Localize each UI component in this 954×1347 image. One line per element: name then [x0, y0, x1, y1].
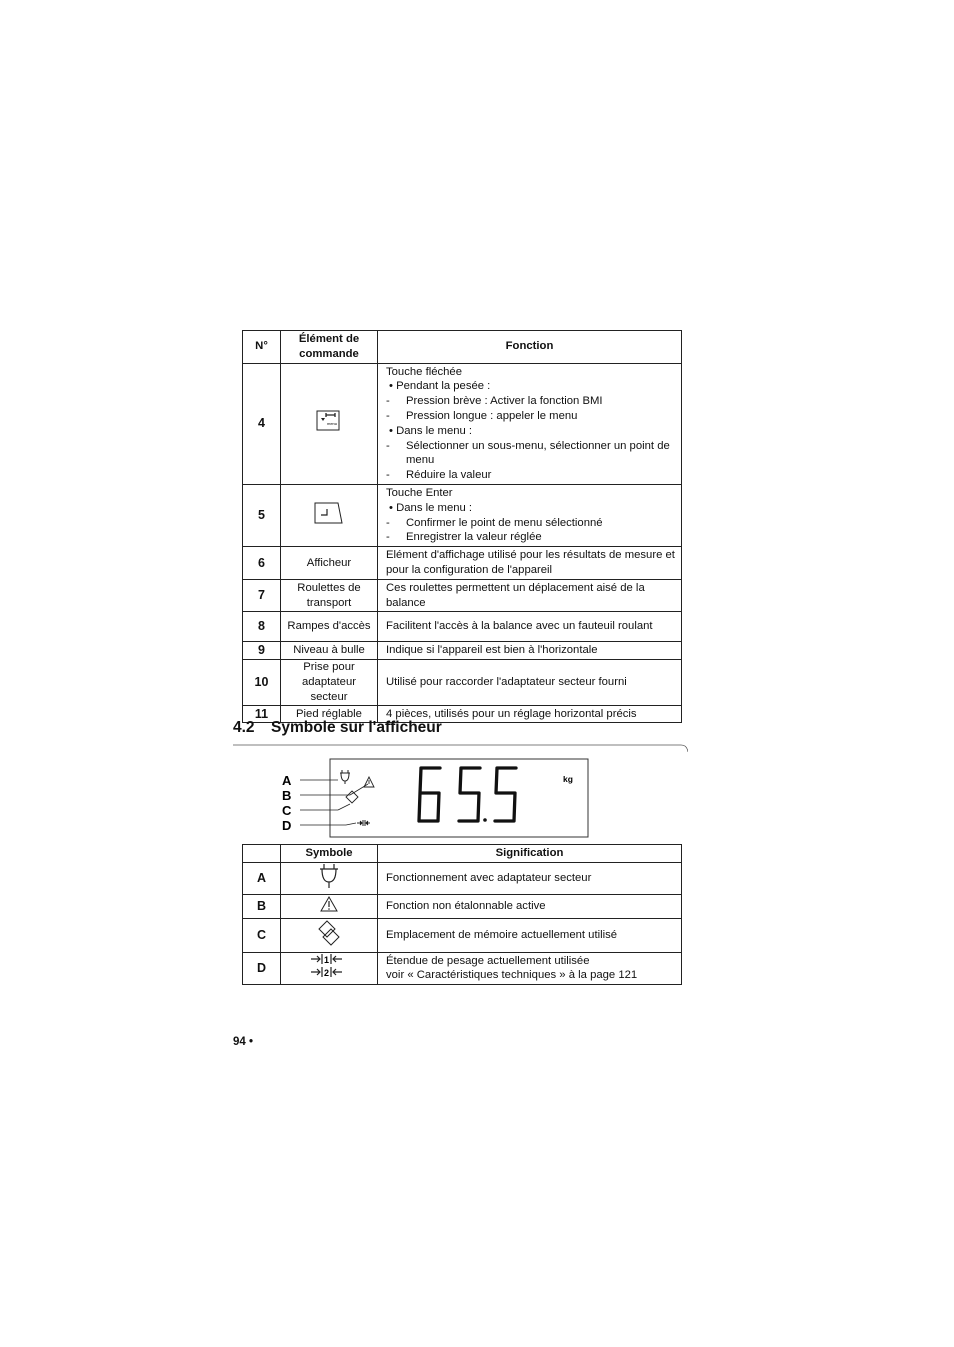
symbol-cell [281, 918, 378, 952]
range-icon [357, 820, 370, 826]
range-1-label: 1 [324, 954, 330, 965]
weighing-range-icon [309, 953, 349, 979]
element-cell: Pied réglable [281, 705, 378, 723]
row-letter: D [243, 952, 281, 985]
dash-text: Confirmer le point de menu sélectionné [406, 516, 603, 529]
meaning-cell: Fonction non étalonnable active [378, 894, 682, 918]
enter-key-icon [313, 501, 345, 525]
section-title: Symbole sur l'afficheur [271, 719, 442, 736]
function-title: Touche Enter [386, 486, 453, 499]
plug-icon [318, 863, 340, 889]
weight-reading [419, 768, 516, 822]
row-number: 9 [243, 642, 281, 660]
row-number: 6 [243, 547, 281, 580]
table-row [243, 363, 682, 484]
table-row [243, 952, 682, 985]
symbols-table [242, 844, 682, 985]
function-cell: Touche Enter • Dans le menu : - Confirmer le point de menu sélectionné - Enregistrer la valeur réglée [378, 484, 682, 546]
col-header-symbol: Symbole [281, 845, 378, 863]
function-cell: Indique si l'appareil est bien à l'horizontale [378, 642, 682, 660]
row-letter: C [243, 918, 281, 952]
element-cell: Afficheur [281, 547, 378, 580]
label-c: C [282, 803, 292, 818]
function-cell: Ces roulettes permettent un déplacement aisé de la balance [378, 579, 682, 612]
element-cell: Niveau à bulle [281, 642, 378, 660]
section-rule [233, 744, 688, 756]
function-cell: Utilisé pour raccorder l'adaptateur secteur fourni [378, 660, 682, 705]
table-header-row [243, 845, 682, 863]
meaning-line: Étendue de pesage actuellement utilisée [386, 954, 590, 967]
col-header-element: Élément de commande [281, 331, 378, 364]
row-number: 4 [243, 363, 281, 484]
symbol-cell [281, 952, 378, 985]
row-letter: A [243, 863, 281, 895]
element-cell [281, 363, 378, 484]
unit-label: kg [563, 774, 573, 784]
bullet-text: Pendant la pesée : [396, 380, 491, 393]
row-number: 10 [243, 660, 281, 705]
section-number: 4.2 [233, 719, 255, 736]
table-row [243, 863, 682, 895]
element-cell: Rampes d'accès [281, 612, 378, 642]
table-row [243, 579, 682, 612]
row-number: 11 [243, 705, 281, 723]
weight-reading-text: 65.5 [280, 757, 282, 758]
element-cell [281, 484, 378, 546]
table-row [243, 918, 682, 952]
label-a: A [282, 773, 292, 788]
range-2-label: 2 [324, 967, 330, 978]
col-header-meaning: Signification [378, 845, 682, 863]
row-letter: B [243, 894, 281, 918]
section-heading [233, 719, 442, 737]
function-cell: Touche fléchée • Pendant la pesée : - Pression brève : Activer la fonction BMI - Pression longue : appeler le menu • Dans le menu : - Sélectionner un sous-menu, sélectionner un point de menu - Réduire la valeur [378, 363, 682, 484]
dash-text: Sélectionner un sous-menu, sélectionner un point de menu [406, 439, 670, 467]
table-row [243, 484, 682, 546]
memory-diamond-icon [346, 791, 358, 803]
symbol-cell [281, 894, 378, 918]
row-number: 7 [243, 579, 281, 612]
col-header-letter [243, 845, 281, 863]
dash-text: Réduire la valeur [406, 469, 492, 482]
meaning-cell: Fonctionnement avec adaptateur secteur [378, 863, 682, 895]
meaning-line: voir « Caractéristiques techniques » à la page 121 [386, 969, 638, 982]
function-cell: 4 pièces, utilisés pour un réglage horizontal précis [378, 705, 682, 723]
svg-text:menu: menu [327, 421, 338, 427]
function-cell: Facilitent l'accès à la balance avec un fauteuil roulant [378, 612, 682, 642]
element-cell: Prise pour adaptateur secteur [281, 660, 378, 705]
label-b: B [282, 788, 292, 803]
row-number: 8 [243, 612, 281, 642]
bullet-text: Dans le menu : [396, 501, 473, 514]
label-d: D [282, 818, 292, 833]
bullet-text: Dans le menu : [396, 424, 473, 437]
dash-text: Pression brève : Activer la fonction BMI [406, 395, 603, 408]
arrow-menu-key-icon [316, 410, 342, 432]
function-cell: Elément d'affichage utilisé pour les résultats de mesure et pour la configuration de l'appareil [378, 547, 682, 580]
page-number: 94 • [233, 1036, 254, 1048]
memory-diamonds-icon [315, 919, 343, 947]
table-row [243, 660, 682, 705]
plug-icon [340, 770, 350, 784]
table-row [243, 642, 682, 660]
col-header-no: N° [243, 331, 281, 364]
dash-text: Pression longue : appeler le menu [406, 409, 578, 422]
row-number: 5 [243, 484, 281, 546]
warning-triangle-icon [320, 896, 338, 912]
table-row [243, 894, 682, 918]
table-row [243, 547, 682, 580]
dash-text: Enregistrer la valeur réglée [406, 531, 542, 544]
symbol-cell [281, 863, 378, 895]
col-header-function: Fonction [378, 331, 682, 364]
meaning-cell: Emplacement de mémoire actuellement utilisé [378, 918, 682, 952]
display-illustration [280, 757, 590, 839]
table-row [243, 612, 682, 642]
element-cell: Roulettes de transport [281, 579, 378, 612]
function-title: Touche fléchée [386, 365, 462, 378]
meaning-cell [378, 952, 682, 985]
table-header-row [243, 331, 682, 364]
controls-table [242, 330, 682, 723]
